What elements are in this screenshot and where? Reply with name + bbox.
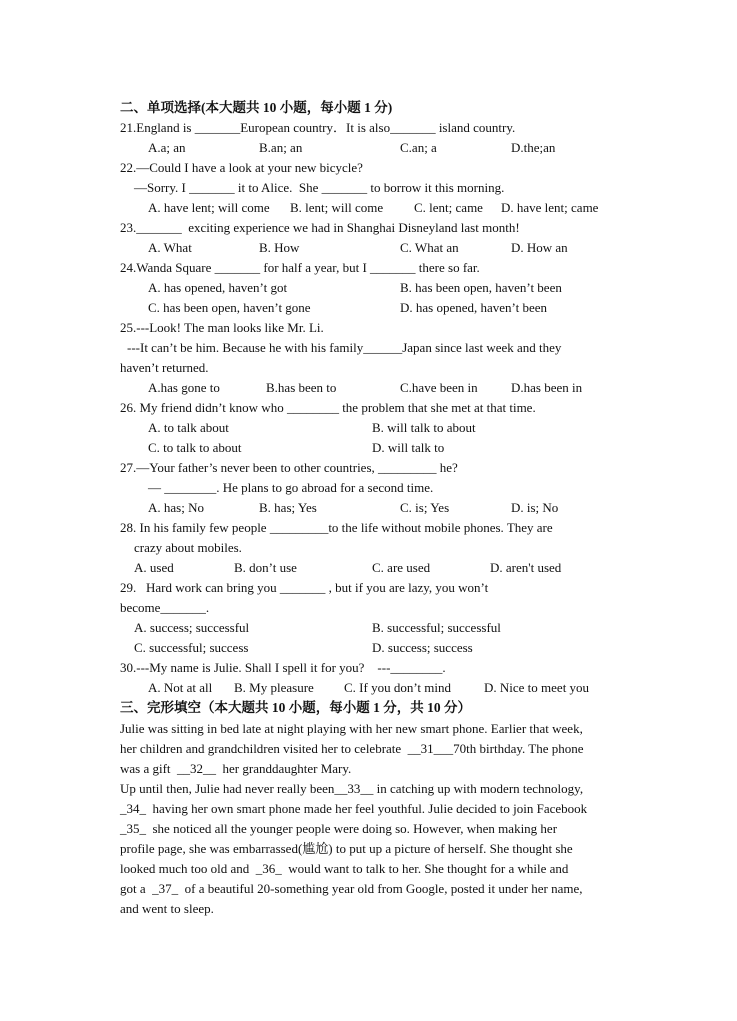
q30-option-d: D. Nice to meet you xyxy=(484,680,590,695)
q29-option-a: A. success; successful xyxy=(134,620,250,635)
question-27-stem-1: 27.—Your father’s never been to other countries, _________ he? xyxy=(120,460,458,475)
q30-option-a: A. Not at all xyxy=(148,680,213,695)
q28-option-a: A. used xyxy=(134,560,174,575)
q21-option-a: A.a; an xyxy=(148,140,186,155)
q23-option-b: B. How xyxy=(259,240,300,255)
passage-line: her children and grandchildren visited her to celebrate __31___70th birthday. The phone xyxy=(120,741,584,756)
question-22-stem-1: 22.—Could I have a look at your new bicycle? xyxy=(120,160,363,175)
q21-option-c: C.an; a xyxy=(400,140,437,155)
q22-option-c: C. lent; came xyxy=(414,200,483,215)
q26-option-b: B. will talk to about xyxy=(372,420,476,435)
q29-option-d: D. success; success xyxy=(372,640,473,655)
q24-option-c: C. has been open, haven’t gone xyxy=(148,300,311,315)
question-22-stem-2: —Sorry. I _______ it to Alice. She _______ to borrow it this morning. xyxy=(134,180,505,195)
q29-option-c: C. successful; success xyxy=(134,640,249,655)
passage-line: _34_ having her own smart phone made her feel youthful. Julie decided to join Facebook xyxy=(120,801,588,816)
section-heading-cloze: 三、完形填空（本大题共 10 小题，每小题 1 分，共 10 分） xyxy=(120,700,471,715)
question-30-stem: 30.---My name is Julie. Shall I spell it for you? ---________. xyxy=(120,660,446,675)
question-28-stem-1: 28. In his family few people _________to the life without mobile phones. They are xyxy=(120,520,553,535)
passage-line: was a gift __32__ her granddaughter Mary. xyxy=(120,761,352,776)
q24-option-a: A. has opened, haven’t got xyxy=(148,280,288,295)
q30-option-b: B. My pleasure xyxy=(234,680,314,695)
q23-option-a: A. What xyxy=(148,240,192,255)
q26-option-d: D. will talk to xyxy=(372,440,445,455)
question-29-stem-2: become_______. xyxy=(120,600,210,615)
q21-option-b: B.an; an xyxy=(259,140,303,155)
q28-option-c: C. are used xyxy=(372,560,431,575)
q27-option-b: B. has; Yes xyxy=(259,500,317,515)
question-25-stem-1: 25.---Look! The man looks like Mr. Li. xyxy=(120,320,324,335)
q22-option-a: A. have lent; will come xyxy=(148,200,270,215)
q23-option-c: C. What an xyxy=(400,240,459,255)
question-21-stem: 21.England is _______European country．It is also_______ island country. xyxy=(120,120,516,135)
question-29-stem-1: 29. Hard work can bring you _______ , but if you are lazy, you won’t xyxy=(120,580,489,595)
passage-line: and went to sleep. xyxy=(120,901,214,916)
question-27-stem-2: — ________. He plans to go abroad for a second time. xyxy=(148,480,434,495)
q26-option-a: A. to talk about xyxy=(148,420,229,435)
q27-option-c: C. is; Yes xyxy=(400,500,450,515)
q27-option-a: A. has; No xyxy=(148,500,204,515)
passage-line: Julie was sitting in bed late at night playing with her new smart phone. Earlier that week, xyxy=(120,721,583,736)
question-23-stem: 23._______ exciting experience we had in Shanghai Disneyland last month! xyxy=(120,220,520,235)
q26-option-c: C. to talk to about xyxy=(148,440,242,455)
question-28-stem-2: crazy about mobiles. xyxy=(134,540,242,555)
q22-option-b: B. lent; will come xyxy=(290,200,384,215)
q25-option-c: C.have been in xyxy=(400,380,478,395)
q24-option-b: B. has been open, haven’t been xyxy=(400,280,562,295)
q29-option-b: B. successful; successful xyxy=(372,620,501,635)
q24-option-d: D. has opened, haven’t been xyxy=(400,300,548,315)
q27-option-d: D. is; No xyxy=(511,500,559,515)
passage-line: looked much too old and _36_ would want to talk to her. She thought for a while and xyxy=(120,861,569,876)
question-25-stem-2: ---It can’t be him. Because he with his family______Japan since last week and they xyxy=(127,340,562,355)
section-heading-multiple-choice: 二、单项选择(本大题共 10 小题，每小题 1 分) xyxy=(120,100,393,115)
q28-option-b: B. don’t use xyxy=(234,560,297,575)
passage-line: _35_ she noticed all the younger people were doing so. However, when making her xyxy=(120,821,558,836)
q30-option-c: C. If you don’t mind xyxy=(344,680,452,695)
q22-option-d: D. have lent; came xyxy=(501,200,599,215)
question-26-stem: 26. My friend didn’t know who ________ the problem that she met at that time. xyxy=(120,400,536,415)
q21-option-d: D.the;an xyxy=(511,140,556,155)
passage-line: got a _37_ of a beautiful 20-something year old from Google, posted it under her name, xyxy=(120,881,583,896)
q25-option-b: B.has been to xyxy=(266,380,337,395)
q23-option-d: D. How an xyxy=(511,240,568,255)
passage-line: profile page, she was embarrassed(尴尬) to put up a picture of herself. She thought she xyxy=(120,841,573,856)
question-24-stem: 24.Wanda Square _______ for half a year, but I _______ there so far. xyxy=(120,260,480,275)
q28-option-d: D. aren't used xyxy=(490,560,562,575)
passage-line: Up until then, Julie had never really been__33__ in catching up with modern technology, xyxy=(120,781,584,796)
q25-option-d: D.has been in xyxy=(511,380,583,395)
question-25-stem-3: haven’t returned. xyxy=(120,360,209,375)
q25-option-a: A.has gone to xyxy=(148,380,220,395)
